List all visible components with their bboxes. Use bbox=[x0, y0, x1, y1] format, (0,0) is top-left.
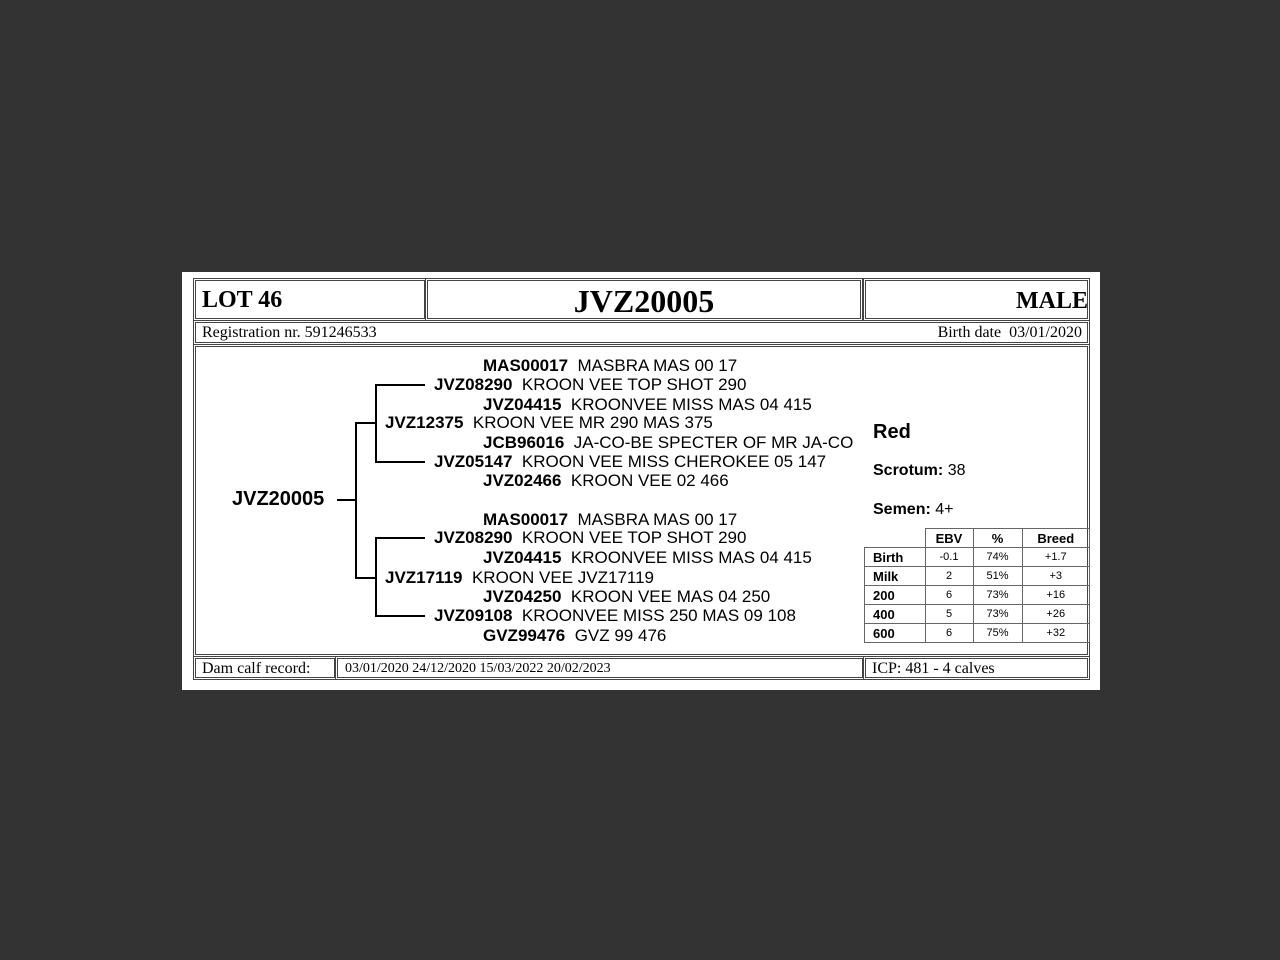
pedigree-line bbox=[355, 577, 375, 579]
pct-header: % bbox=[973, 529, 1022, 548]
pedigree-sire-dam-sire: JCB96016 JA-CO-BE SPECTER OF MR JA-CO bbox=[483, 433, 854, 452]
pedigree-line bbox=[375, 537, 377, 617]
pedigree-line bbox=[375, 615, 425, 617]
ebv-header: EBV bbox=[925, 529, 973, 548]
pedigree-line bbox=[375, 461, 425, 463]
pedigree-dam-sire-dam: JVZ04415 KROONVEE MISS MAS 04 415 bbox=[483, 548, 812, 567]
pedigree-dam-dam-dam: GVZ99476 GVZ 99 476 bbox=[483, 626, 667, 645]
birth-date-info bbox=[938, 324, 1082, 342]
icp-cell bbox=[863, 656, 1090, 680]
pedigree-sire-dam-dam: JVZ02466 KROON VEE 02 466 bbox=[483, 471, 729, 490]
pedigree-dam-sire: JVZ08290 KROON VEE TOP SHOT 290 bbox=[434, 528, 747, 547]
table-row: 400 5 73% +26 bbox=[865, 605, 1090, 624]
pedigree-line bbox=[337, 499, 355, 501]
scrotum-trait: Scrotum: 38 bbox=[873, 462, 966, 479]
table-row: Milk 2 51% +3 bbox=[865, 567, 1090, 586]
lot-card bbox=[182, 272, 1100, 690]
animal-id-cell bbox=[425, 278, 863, 321]
ebv-table bbox=[864, 528, 1090, 643]
pedigree-sire: JVZ12375 KROON VEE MR 290 MAS 375 bbox=[385, 413, 713, 432]
birth-date-label: Birth date bbox=[937, 324, 1002, 341]
pedigree-sire-dam: JVZ05147 KROON VEE MISS CHEROKEE 05 147 bbox=[434, 452, 827, 471]
registration-label: Registration nr. bbox=[202, 324, 301, 341]
semen-trait: Semen: 4+ bbox=[873, 501, 954, 518]
pedigree-line bbox=[375, 537, 425, 539]
pedigree-line bbox=[355, 422, 357, 578]
registration-info bbox=[202, 324, 377, 342]
registration-number: 591246533 bbox=[304, 324, 377, 341]
icp-value: ICP: 481 - 4 calves bbox=[872, 660, 995, 677]
sex-cell bbox=[863, 278, 1090, 321]
lot-number: LOT 46 bbox=[202, 287, 283, 313]
dam-calf-record-label: Dam calf record: bbox=[202, 660, 311, 677]
ebv-header-row bbox=[865, 529, 1090, 548]
pedigree-dam-dam-sire: JVZ04250 KROON VEE MAS 04 250 bbox=[483, 587, 771, 606]
sex-label: MALE bbox=[1016, 288, 1088, 314]
pedigree-line bbox=[375, 384, 377, 462]
pedigree-line bbox=[355, 422, 375, 424]
dam-calf-record-dates: 03/01/2020 24/12/2020 15/03/2022 20/02/2023 bbox=[345, 661, 611, 676]
color-trait: Red bbox=[873, 421, 911, 443]
pedigree-sire-sire-sire: MAS00017 MASBRA MAS 00 17 bbox=[483, 356, 738, 375]
table-row: Birth -0.1 74% +1.7 bbox=[865, 548, 1090, 567]
table-row: 600 6 75% +32 bbox=[865, 624, 1090, 643]
table-row: 200 6 73% +16 bbox=[865, 586, 1090, 605]
animal-id-title: JVZ20005 bbox=[573, 283, 715, 319]
pedigree-dam-sire-sire: MAS00017 MASBRA MAS 00 17 bbox=[483, 510, 738, 529]
pedigree-dam-dam: JVZ09108 KROONVEE MISS 250 MAS 09 108 bbox=[434, 606, 796, 625]
pedigree-sire-sire: JVZ08290 KROON VEE TOP SHOT 290 bbox=[434, 375, 747, 394]
birth-date-value: 03/01/2020 bbox=[1009, 324, 1082, 341]
registration-row bbox=[193, 320, 1090, 345]
pedigree-subject: JVZ20005 bbox=[232, 488, 325, 510]
dam-calf-record-label-cell bbox=[193, 656, 337, 680]
lot-cell bbox=[193, 278, 427, 321]
pedigree-line bbox=[375, 384, 425, 386]
breed-header: Breed bbox=[1022, 529, 1090, 548]
dam-calf-record-dates-cell bbox=[335, 656, 865, 680]
pedigree-dam: JVZ17119 KROON VEE JVZ17119 bbox=[385, 568, 655, 587]
pedigree-sire-sire-dam: JVZ04415 KROONVEE MISS MAS 04 415 bbox=[483, 395, 812, 414]
